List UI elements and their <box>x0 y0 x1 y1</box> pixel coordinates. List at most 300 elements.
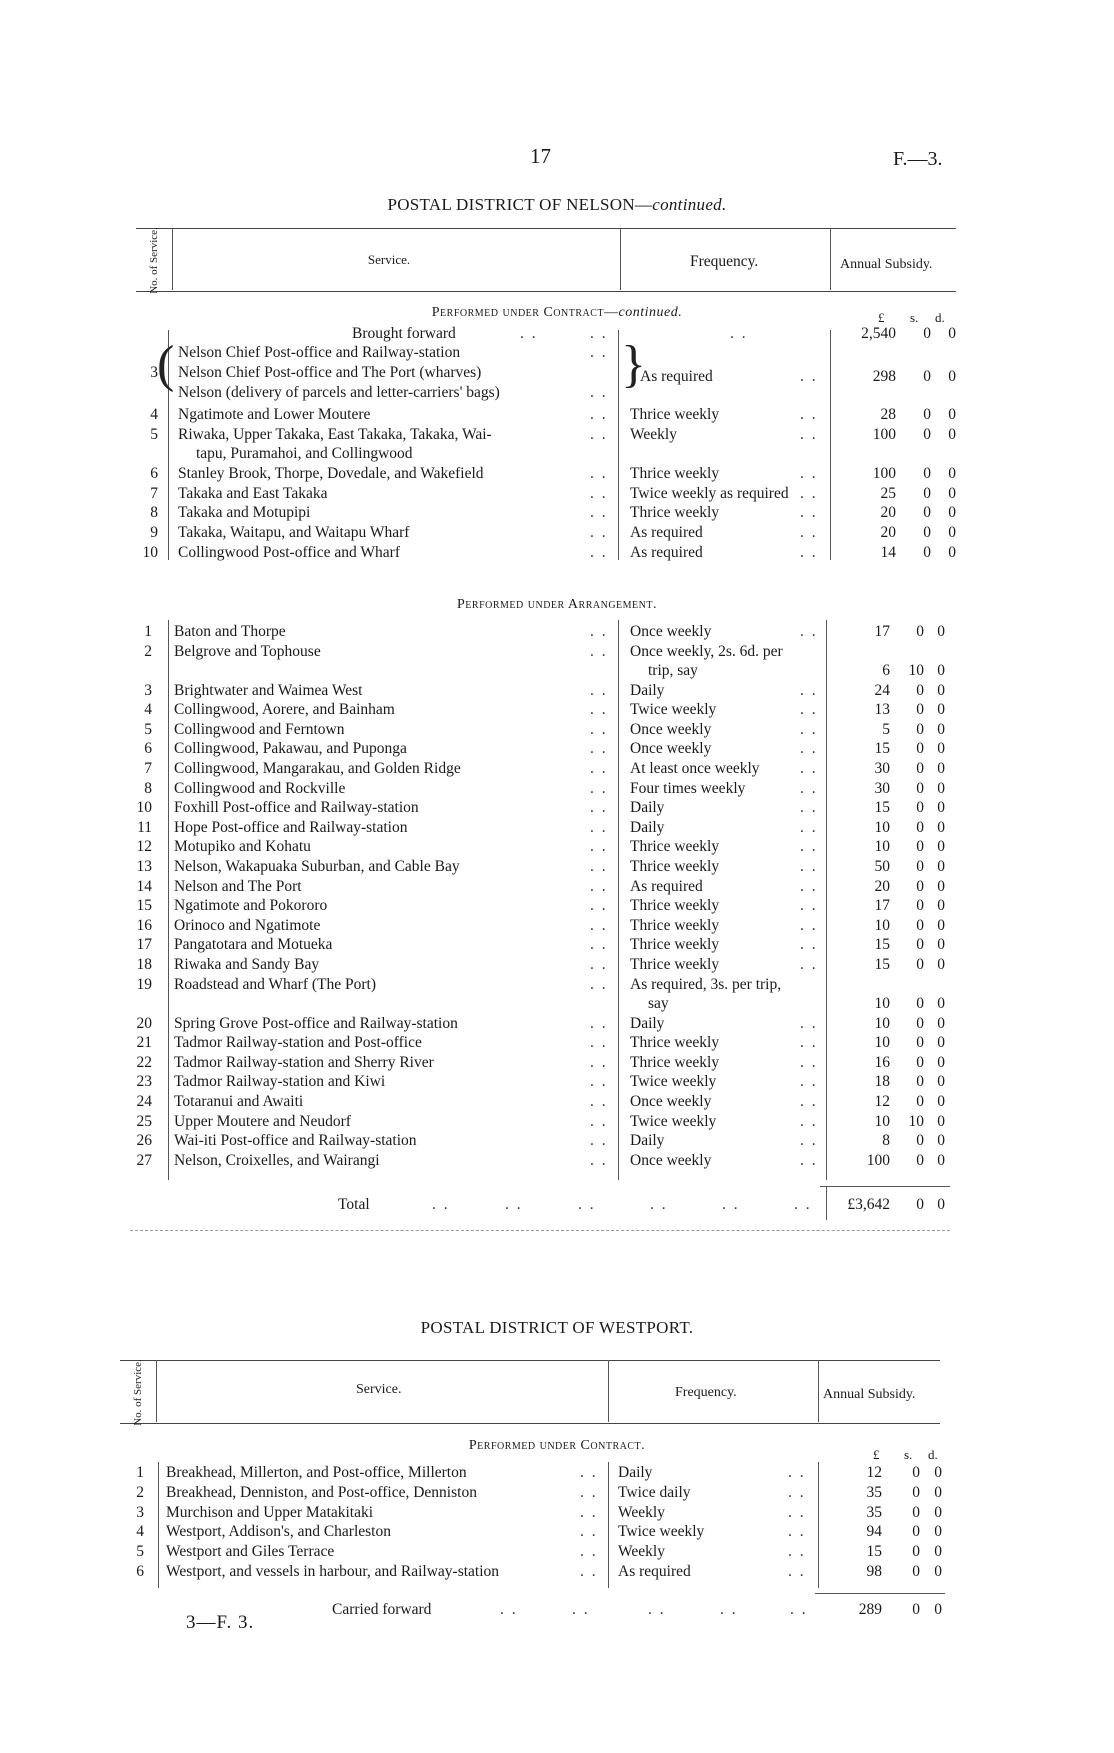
amount-pence: 0 <box>934 1464 942 1481</box>
carried-forward-row: Carried forward . . . . . . . . . . 289 0 0 <box>332 1601 942 1618</box>
row-number: 7 <box>144 760 152 777</box>
row-number: 5 <box>136 1543 144 1561</box>
row-amount <box>0 955 1114 974</box>
amount-pounds: 16 <box>874 1053 890 1071</box>
row-number: 27 <box>136 1151 152 1169</box>
row-service: Takaka, Waitapu, and Waitapu Wharf <box>178 524 410 541</box>
row-amount <box>0 661 1114 680</box>
row-frequency: As required <box>630 524 703 541</box>
amount-shillings: 0 <box>916 877 924 895</box>
amount-pence: 0 <box>937 838 945 856</box>
amount-pounds: 14 <box>880 544 896 561</box>
row-service: Nelson and The Port <box>174 877 302 895</box>
header-frequency: Frequency. <box>675 1385 737 1400</box>
amount-pence: 0 <box>937 877 945 895</box>
row-service-continued: tapu, Puramahoi, and Collingwood <box>196 445 413 462</box>
amount-pounds: 94 <box>866 1523 882 1541</box>
row-service: Tadmor Railway-station and Sherry River <box>174 1053 434 1071</box>
amount-pounds: 10 <box>874 1014 890 1032</box>
row-amount <box>0 837 1114 856</box>
row-amount <box>0 622 1114 641</box>
amount-shillings: 0 <box>912 1503 920 1521</box>
amount-shillings: 0 <box>912 1483 920 1501</box>
amount-pounds: 15 <box>874 740 890 758</box>
row-amount <box>0 935 1114 954</box>
row-service: Breakhead, Millerton, and Post-office, Millerton <box>166 1464 467 1481</box>
row-service: Motupiko and Kohatu <box>174 838 311 856</box>
row-number: 23 <box>136 1073 152 1091</box>
document-reference: F.—3. <box>893 148 943 170</box>
westport-row: 5 Westport and Giles Terrace . . Weekly . . <box>0 1542 1114 1561</box>
arrangement-row: 3 Brightwater and Waimea West . . Daily . . <box>0 681 1114 700</box>
row-frequency: Thrice weekly <box>630 916 720 934</box>
amount-pence: 0 <box>937 1034 945 1052</box>
row-amount <box>0 1014 1114 1033</box>
header-no: No. of Service. <box>147 226 160 294</box>
row-number: 2 <box>136 1483 144 1501</box>
arrangement-row: 27 Nelson, Croixelles, and Wairangi . . Once weekly . . <box>0 1151 1114 1170</box>
row-frequency: Thrice weekly <box>630 504 720 521</box>
row-frequency: Four times weekly <box>630 779 746 797</box>
header-no: No. of Service. <box>131 1358 144 1426</box>
amount-pounds: 30 <box>874 760 890 777</box>
row-number: 4 <box>136 1523 144 1541</box>
header-service: Service. <box>356 1382 402 1397</box>
amount-pounds: 100 <box>872 465 896 482</box>
row-frequency: Once weekly <box>630 1151 712 1169</box>
amount-pounds: 15 <box>874 799 890 817</box>
nelson-total-row: Total . . . . . . . . . . . . £3,642 0 0 <box>338 1196 945 1213</box>
amount-pence: 0 <box>937 1073 945 1091</box>
row-service: Brightwater and Waimea West <box>174 681 363 699</box>
row-amount <box>0 1053 1114 1072</box>
amount-pence: 0 <box>937 1014 945 1032</box>
row-frequency: Thrice weekly <box>630 1053 720 1071</box>
amount-pence: 0 <box>937 779 945 797</box>
amount-shillings: 0 <box>923 524 931 541</box>
amount-shillings: 0 <box>912 1543 920 1561</box>
arrangement-row: 10 Foxhill Post-office and Railway-station . . Daily . . <box>0 798 1114 817</box>
row-service: Spring Grove Post-office and Railway-station <box>174 1014 458 1032</box>
contract-row: 9 Takaka, Waitapu, and Waitapu Wharf . . As required . . <box>0 523 1114 542</box>
currency-shilling: s. <box>910 310 919 325</box>
header-divider <box>620 228 621 290</box>
nelson-table-header <box>136 228 956 292</box>
brought-forward-row: Brought forward . . . . . . 2,540 0 0 <box>352 325 956 342</box>
row-service: Riwaka and Sandy Bay <box>174 956 320 973</box>
row-number: 17 <box>136 936 152 954</box>
amount-shillings: 0 <box>916 779 924 797</box>
row-service: Collingwood Post-office and Wharf <box>178 544 400 561</box>
amount-pence: 0 <box>948 504 956 521</box>
row-service: Roadstead and Wharf (The Port) <box>174 975 377 993</box>
row-number: 22 <box>136 1053 152 1071</box>
amount-pence: 0 <box>937 623 945 640</box>
amount-shillings: 0 <box>916 760 924 777</box>
row-frequency: Thrice weekly <box>630 936 720 954</box>
amount-shillings: 0 <box>916 994 924 1012</box>
arrangement-row: 15 Ngatimote and Pokororo . . Thrice weekly . . <box>0 896 1114 915</box>
row-number: 5 <box>150 426 158 443</box>
westport-row: 1 Breakhead, Millerton, and Post-office, Millerton . . Daily . . <box>0 1463 1114 1482</box>
amount-pounds: 100 <box>866 1151 890 1169</box>
row-frequency: Twice weekly <box>630 1073 717 1091</box>
header-service: Service. <box>367 252 411 267</box>
row-frequency: Thrice weekly <box>630 406 720 423</box>
nelson-contract-heading: Performed under Contract—continued. <box>431 305 683 320</box>
amount-pounds: 20 <box>874 877 890 895</box>
amount-pence: 0 <box>948 485 956 502</box>
amount-shillings: 0 <box>923 485 931 502</box>
arrangement-row: 24 Totaranui and Awaiti . . Once weekly . . <box>0 1092 1114 1111</box>
amount-pence: 0 <box>934 1543 942 1561</box>
row-number: 20 <box>136 1014 152 1032</box>
amount-shillings: 0 <box>923 504 931 521</box>
amount-pounds: 20 <box>880 524 896 541</box>
row-amount <box>0 1562 1114 1581</box>
row-frequency: Twice weekly as required <box>630 485 789 502</box>
amount-pence: 0 <box>937 1093 945 1110</box>
amount-shillings: 0 <box>916 701 924 719</box>
westport-row: 6 Westport, and vessels in harbour, and Railway-station . . As required . . <box>0 1562 1114 1581</box>
contract-row: 8 Takaka and Motupipi . . Thrice weekly . . <box>0 503 1114 522</box>
row-frequency: As required <box>630 544 703 561</box>
amount-shillings: 0 <box>916 1073 924 1091</box>
amount-pounds: 5 <box>882 720 890 738</box>
amount-pounds: 10 <box>874 916 890 934</box>
arrangement-row: 23 Tadmor Railway-station and Kiwi . . Twice weekly . . <box>0 1072 1114 1091</box>
amount-shillings: 0 <box>916 740 924 758</box>
amount-shillings: 0 <box>923 406 931 423</box>
row-amount <box>0 1463 1114 1482</box>
row-amount <box>0 857 1114 876</box>
amount-pounds: 25 <box>880 485 896 502</box>
amount-pounds: 15 <box>874 936 890 954</box>
amount-shillings: 0 <box>916 838 924 856</box>
row-amount <box>0 759 1114 778</box>
row-number: 6 <box>136 1563 144 1580</box>
amount-shillings: 0 <box>916 1053 924 1071</box>
amount-pence: 0 <box>937 681 945 699</box>
amount-pence: 0 <box>937 936 945 954</box>
amount-pounds: 10 <box>874 1034 890 1052</box>
arrangement-row: 17 Pangatotara and Motueka . . Thrice weekly . . <box>0 935 1114 954</box>
row-amount <box>0 523 1114 542</box>
row-frequency: As required <box>630 877 703 895</box>
amount-pounds: 10 <box>874 1112 890 1130</box>
row-amount <box>0 484 1114 503</box>
nelson-title: POSTAL DISTRICT OF NELSON—continued. <box>387 195 727 214</box>
row-number: 14 <box>136 877 152 895</box>
amount-shillings: 0 <box>916 799 924 817</box>
amount-pence: 0 <box>937 916 945 934</box>
arrangement-row: 11 Hope Post-office and Railway-station . . Daily . . <box>0 818 1114 837</box>
row-frequency: Thrice weekly <box>630 1034 720 1052</box>
westport-row: 4 Westport, Addison's, and Charleston . . Twice weekly . . <box>0 1522 1114 1541</box>
row-service: Stanley Brook, Thorpe, Dovedale, and Wakefield <box>178 465 484 482</box>
header-frequency: Frequency. <box>690 253 759 270</box>
amount-shillings: 0 <box>912 1563 920 1580</box>
row-frequency: Daily <box>630 818 665 836</box>
row-service: Westport and Giles Terrace <box>166 1543 335 1561</box>
row-amount <box>0 1503 1114 1522</box>
row-amount <box>0 1131 1114 1150</box>
amount-pence: 0 <box>937 897 945 915</box>
amount-pence: 0 <box>948 544 956 561</box>
row-service: Breakhead, Denniston, and Post-office, Denniston <box>166 1483 477 1501</box>
amount-shillings: 0 <box>916 1151 924 1169</box>
row-number: 1 <box>144 623 152 640</box>
amount-pounds: 35 <box>866 1503 882 1521</box>
amount-shillings: 0 <box>923 465 931 482</box>
amount-pounds: 30 <box>874 779 890 797</box>
row-number: 2 <box>144 642 152 660</box>
row-service: Nelson, Croixelles, and Wairangi <box>174 1151 380 1169</box>
row-frequency: Daily <box>630 1132 665 1150</box>
row-frequency: Twice weekly <box>618 1523 705 1541</box>
amount-shillings: 0 <box>916 897 924 915</box>
row-service: Wai-iti Post-office and Railway-station <box>174 1132 417 1150</box>
amount-pence: 0 <box>934 1563 942 1580</box>
amount-pounds: 15 <box>866 1543 882 1561</box>
row-amount <box>0 503 1114 522</box>
row-amount <box>0 425 1114 444</box>
row-amount <box>0 798 1114 817</box>
row-frequency: Thrice weekly <box>630 858 720 875</box>
amount-pence: 0 <box>937 994 945 1012</box>
row-frequency: Once weekly, 2s. 6d. per <box>630 642 783 660</box>
row-amount <box>0 700 1114 719</box>
amount-shillings: 0 <box>916 1014 924 1032</box>
amount-pounds: 10 <box>874 838 890 856</box>
row-amount <box>0 1112 1114 1131</box>
amount-pence: 0 <box>937 1132 945 1150</box>
row-amount <box>0 464 1114 483</box>
amount-pence: 0 <box>934 1483 942 1501</box>
row-frequency: Daily <box>630 681 665 699</box>
row-number: 16 <box>136 916 152 934</box>
row-service: Totaranui and Awaiti <box>174 1093 304 1110</box>
row-frequency: Twice daily <box>618 1483 691 1501</box>
contract-row: 6 Stanley Brook, Thorpe, Dovedale, and Wakefield . . Thrice weekly . . <box>0 464 1114 483</box>
amount-pence: 0 <box>937 760 945 777</box>
contract-row: 5 Riwaka, Upper Takaka, East Takaka, Takaka, Wai- . . Weekly . . <box>0 425 1114 444</box>
amount-pence: 0 <box>948 426 956 443</box>
arrangement-row: 13 Nelson, Wakapuaka Suburban, and Cable Bay . . Thrice weekly . . <box>0 857 1114 876</box>
row-number: 8 <box>150 504 158 521</box>
row-frequency: Once weekly <box>630 720 712 738</box>
header-divider <box>172 228 173 290</box>
header-divider <box>830 228 831 290</box>
amount-shillings: 0 <box>923 544 931 561</box>
row-number: 12 <box>136 838 152 856</box>
arrangement-row: 20 Spring Grove Post-office and Railway-station . . Daily . . <box>0 1014 1114 1033</box>
amount-pounds: 15 <box>874 956 890 973</box>
amount-pence: 0 <box>948 406 956 423</box>
amount-shillings: 10 <box>908 1112 924 1130</box>
arrangement-row: 8 Collingwood and Rockville . . Four times weekly . . <box>0 779 1114 798</box>
row-service: Collingwood and Ferntown <box>174 720 345 738</box>
document-page: 17 F.—3. POSTAL DISTRICT OF NELSON—continued. No. of Service. Service. Frequency. Annual Subsidy. Performed under Contract—continued. £ s. d. Brought forward . . . . . . 2,540 0 0 3 ( Nelson Chief Post-office and Railway-station Nelson Chief Post-office and The Port (wharves) Nelson (delivery of parcels and letter-carriers' bags) . . . . } As required . . 298 0 0 4 Ngatimote and Lower Moutere . . Thrice weekly . . 28 0 0 5 Riwaka, Upper Takaka, East Takaka, Takaka, Wai- . . Weekly . . tapu, Puramahoi, and Collingwood 100 0 0 6 Stanley Brook, Thorpe, Dovedale, and Wakefield . . Thrice weekly . . 100 0 0 7 Takaka and East Takaka . . Twice weekly as required . . 25 0 0 8 Takaka and Motupipi . . Thrice weekly . . 20 0 0 9 Takaka, Waitapu, and Waitapu Wharf . . As required . . 20 0 0 10 Collingwood Post-office and Wharf . . As required . . 14 0 0 Performed under Arrangement. 1 Baton and Thorpe . . Once weekly . . 17 0 0 2 Belgrove and Tophouse . . Once weekly, 2s. 6d. per trip, say 6 10 0 3 Brightwater and Waimea West . . Daily . . 24 0 0 4 Collingwood, Aorere, and Bainham . . Twice weekly . . 13 0 0 5 Collingwood and Ferntown . . Once weekly . . 5 0 0 6 Collingwood, Pakawau, and Puponga . . Once weekly . . 15 0 0 7 Collingwood, Mangarakau, and Golden Ridge . . At least once weekly . . 30 0 0 8 Collingwood and Rockville . . Four times weekly . . 30 0 0 10 Foxhill Post-office and Railway-station . . Daily . . 15 0 0 11 Hope Post-office and Railway-station . . Daily . . 10 0 0 12 Motupiko and Kohatu . . Thrice weekly . . 10 0 0 13 Nelson, Wakapuaka Suburban, and Cable Bay . . Thrice weekly . . 50 0 0 14 Nelson and The Port . . As required . . 20 0 0 15 Ngatimote and Pokororo . . Thrice weekly . . 17 0 0 16 Orinoco and Ngatimote . . Thrice weekly . . 10 0 0 17 Pangatotara and Motueka . . Thrice weekly . . 15 0 0 18 Riwaka and Sandy Bay . . Thrice weekly . . 15 0 0 19 Roadstead and Wharf (The Port) . . As required, 3s. per trip, say 10 0 0 20 Spring Grove Post-office and Railway-station . . Daily . . 10 0 0 21 Tadmor Railway-station and Post-office . . Thrice weekly . . 10 0 0 22 Tadmor Railway-station and Sherry River . . Thrice weekly . . 16 0 0 23 Tadmor Railway-station and Kiwi . . Twice weekly . . 18 0 0 24 Totaranui and Awaiti . . Once weekly . . 12 0 0 25 Upper Moutere and Neudorf . . Twice weekly . . 10 10 0 26 Wai-iti Post-office and Railway-station . . Daily . . 8 0 0 27 Nelson, Croixelles, and Wairangi . . Once weekly . . 100 0 0 Total . . . . . . . . . . . . £3,642 0 0 POSTAL DISTRICT OF WESTPORT. No. of Service. Service. Frequency. Annual Subsidy. Performed under Contract. £ s. d. 1 Breakhead, Millerton, and Post-office, Millerton . . Daily . . 12 0 0 2 Breakhead, Denniston, and Post-office, Denniston . . Twice daily . . 35 0 0 3 Murchison and Upper Matakitaki . . Weekly . . 35 0 0 4 Westport, Addison's, and Charleston . . Twice weekly . . 94 0 0 5 Westport and Giles Terrace . . Weekly . . 15 0 0 6 Westport, and vessels in harbour, and Railway-station . . As required . . 98 0 0 Carried forward . . . . . . . . . . 289 0 0 3—F. 3. <box>0 0 1114 1753</box>
amount-pounds: 28 <box>880 406 896 423</box>
amount-shillings: 0 <box>916 1132 924 1150</box>
westport-title: POSTAL DISTRICT OF WESTPORT. <box>420 1318 694 1337</box>
row-frequency: Thrice weekly <box>630 838 720 856</box>
amount-pence: 0 <box>937 1112 945 1130</box>
amount-pence: 0 <box>934 1503 942 1521</box>
row-number: 11 <box>137 818 152 836</box>
page-number: 17 <box>530 144 551 168</box>
row-frequency: Once weekly <box>630 740 712 758</box>
amount-pounds: 12 <box>866 1464 882 1481</box>
row-amount <box>0 543 1114 562</box>
row-service: Collingwood, Pakawau, and Puponga <box>174 740 407 758</box>
row-amount <box>0 994 1114 1013</box>
row-frequency-continued: say <box>648 994 669 1012</box>
contract-row: 10 Collingwood Post-office and Wharf . . As required . . <box>0 543 1114 562</box>
row-number: 6 <box>150 465 158 482</box>
amount-shillings: 0 <box>912 1464 920 1481</box>
amount-pence: 0 <box>937 1053 945 1071</box>
arrangement-row: 21 Tadmor Railway-station and Post-office . . Thrice weekly . . <box>0 1033 1114 1052</box>
amount-pounds: 10 <box>874 994 890 1012</box>
amount-pounds: 17 <box>874 623 890 640</box>
row-number: 10 <box>142 544 158 561</box>
amount-pence: 0 <box>948 465 956 482</box>
row-service: Tadmor Railway-station and Kiwi <box>174 1073 386 1091</box>
row-number: 4 <box>144 701 152 719</box>
row-frequency: Thrice weekly <box>630 956 720 973</box>
row-amount <box>0 818 1114 837</box>
amount-pounds: 13 <box>874 701 890 719</box>
row-service: Foxhill Post-office and Railway-station <box>174 799 419 817</box>
row-amount <box>0 896 1114 915</box>
currency-pound: £ <box>878 310 885 325</box>
arrangement-row: 6 Collingwood, Pakawau, and Puponga . . Once weekly . . <box>0 739 1114 758</box>
page-footer: 3—F. 3. <box>186 1612 255 1633</box>
row-amount <box>0 1542 1114 1561</box>
row-frequency: Weekly <box>618 1543 665 1561</box>
amount-pence: 0 <box>937 720 945 738</box>
amount-pounds: 20 <box>880 504 896 521</box>
row-frequency: Thrice weekly <box>630 465 720 482</box>
westport-row: 2 Breakhead, Denniston, and Post-office, Denniston . . Twice daily . . <box>0 1483 1114 1502</box>
row-amount <box>0 1483 1114 1502</box>
row-service: Tadmor Railway-station and Post-office <box>174 1034 422 1052</box>
row-number: 18 <box>136 956 152 973</box>
amount-pounds: 24 <box>874 681 890 699</box>
row-frequency: Daily <box>618 1464 653 1481</box>
row-number: 3 <box>136 1503 144 1521</box>
row-service: Riwaka, Upper Takaka, East Takaka, Takaka, Wai- <box>178 426 492 443</box>
amount-pounds: 50 <box>874 858 890 875</box>
row-service: Westport, and vessels in harbour, and Railway-station <box>166 1563 500 1580</box>
row-number: 26 <box>136 1132 152 1150</box>
arrangement-row: 22 Tadmor Railway-station and Sherry River . . Thrice weekly . . <box>0 1053 1114 1072</box>
row-amount <box>0 877 1114 896</box>
header-subsidy: Annual Subsidy. <box>823 1387 916 1402</box>
row-service: Upper Moutere and Neudorf <box>174 1112 351 1130</box>
row-service: Pangatotara and Motueka <box>174 936 333 954</box>
currency-shilling: s. <box>904 1447 913 1462</box>
row-frequency: Twice weekly <box>630 701 717 719</box>
currency-pound: £ <box>873 1447 880 1462</box>
amount-shillings: 0 <box>916 623 924 640</box>
amount-shillings: 10 <box>908 661 924 679</box>
row-frequency: At least once weekly <box>630 760 760 777</box>
arrangement-row: 2 Belgrove and Tophouse . . Once weekly, 2s. 6d. per <box>0 642 1114 661</box>
row-number: 6 <box>144 740 152 758</box>
amount-pounds: 98 <box>866 1563 882 1580</box>
row-service: Collingwood, Mangarakau, and Golden Ridge <box>174 760 461 777</box>
currency-pence: d. <box>935 310 945 325</box>
row-number: 4 <box>150 406 158 423</box>
row-frequency: Once weekly <box>630 1093 712 1110</box>
westport-contract-heading: Performed under Contract. <box>468 1438 646 1453</box>
row-amount <box>0 1522 1114 1541</box>
amount-shillings: 0 <box>923 426 931 443</box>
amount-pounds: 6 <box>882 661 890 679</box>
row-service: Collingwood, Aorere, and Bainham <box>174 701 395 719</box>
row-service: Collingwood and Rockville <box>174 779 346 797</box>
arrangement-row: 25 Upper Moutere and Neudorf . . Twice weekly . . <box>0 1112 1114 1131</box>
amount-shillings: 0 <box>916 858 924 875</box>
arrangement-row: 19 Roadstead and Wharf (The Port) . . As required, 3s. per trip, <box>0 975 1114 994</box>
amount-pence: 0 <box>937 661 945 679</box>
currency-pence: d. <box>928 1447 938 1462</box>
row-amount <box>0 1033 1114 1052</box>
arrangement-row: 12 Motupiko and Kohatu . . Thrice weekly . . <box>0 837 1114 856</box>
row-service: Takaka and East Takaka <box>178 485 328 502</box>
row-number: 15 <box>136 897 152 915</box>
row-service: Westport, Addison's, and Charleston <box>166 1523 391 1541</box>
row-service: Hope Post-office and Railway-station <box>174 818 408 836</box>
row-service: Ngatimote and Pokororo <box>174 897 328 915</box>
row-number: 24 <box>136 1093 152 1110</box>
amount-pounds: 12 <box>874 1093 890 1110</box>
amount-shillings: 0 <box>916 1093 924 1110</box>
contract-row: 4 Ngatimote and Lower Moutere . . Thrice weekly . . <box>0 405 1114 424</box>
row-service: Orinoco and Ngatimote <box>174 916 321 934</box>
amount-shillings: 0 <box>916 681 924 699</box>
amount-pence: 0 <box>937 858 945 875</box>
amount-pence: 0 <box>934 1523 942 1541</box>
row-service: Belgrove and Tophouse <box>174 642 321 660</box>
row-amount <box>0 739 1114 758</box>
row-service: Nelson, Wakapuaka Suburban, and Cable Bay <box>174 858 460 875</box>
row-number: 3 <box>144 681 152 699</box>
row-amount <box>0 720 1114 739</box>
row-number: 7 <box>150 485 158 502</box>
amount-shillings: 0 <box>916 936 924 954</box>
row-number: 8 <box>144 779 152 797</box>
amount-shillings: 0 <box>916 1034 924 1052</box>
row-number: 13 <box>136 858 152 875</box>
row-number: 25 <box>136 1112 152 1130</box>
arrangement-row: 5 Collingwood and Ferntown . . Once weekly . . <box>0 720 1114 739</box>
amount-pounds: 17 <box>874 897 890 915</box>
arrangement-row: 7 Collingwood, Mangarakau, and Golden Ridge . . At least once weekly . . <box>0 759 1114 778</box>
row-number: 19 <box>136 975 152 993</box>
arrangement-row: 4 Collingwood, Aorere, and Bainham . . Twice weekly . . <box>0 700 1114 719</box>
row-amount <box>0 916 1114 935</box>
row-frequency: Twice weekly <box>630 1112 717 1130</box>
amount-shillings: 0 <box>916 818 924 836</box>
amount-pounds: 8 <box>882 1132 890 1150</box>
amount-pence: 0 <box>937 1151 945 1169</box>
amount-pounds: 35 <box>866 1483 882 1501</box>
amount-shillings: 0 <box>912 1523 920 1541</box>
